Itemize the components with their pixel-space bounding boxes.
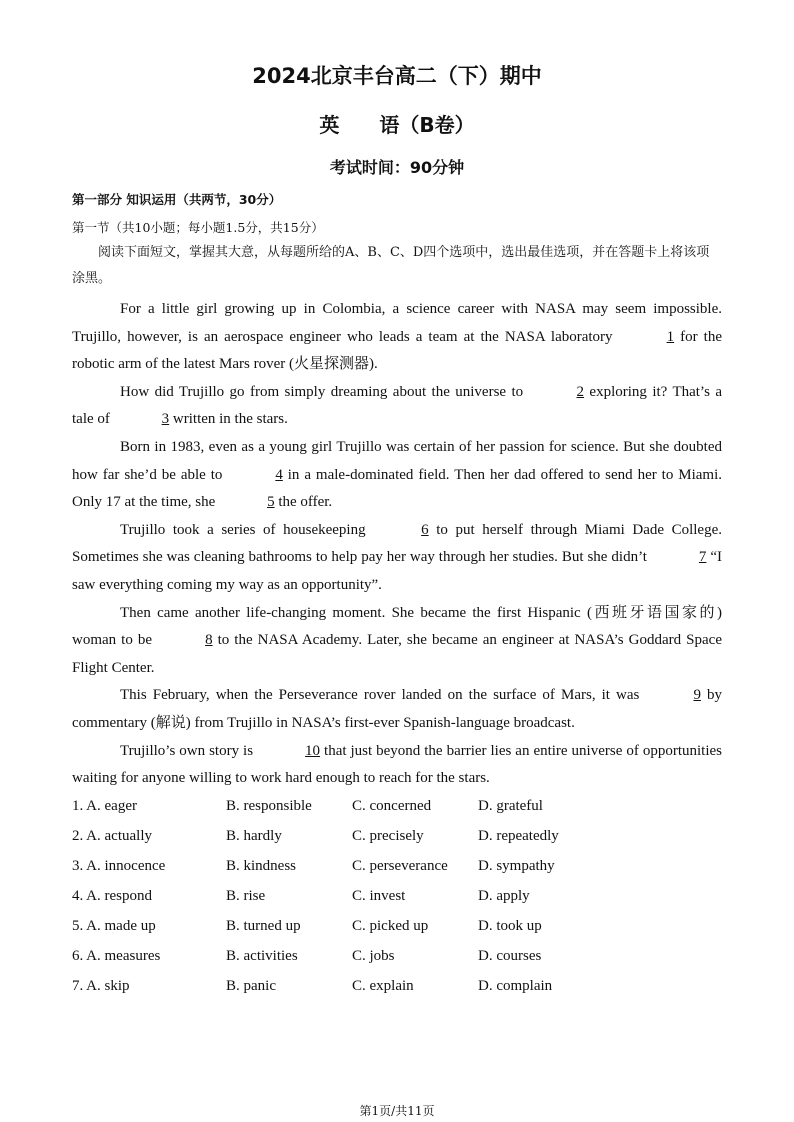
option-a: 7. A. skip	[72, 978, 130, 994]
blank-5: 5	[267, 494, 275, 511]
blank-2: 2	[576, 383, 585, 400]
exam-title: 2024北京丰台高二（下）期中	[252, 64, 542, 88]
option-d: D. apply	[478, 888, 530, 904]
option-a: 3. A. innocence	[72, 858, 166, 874]
option-d: D. grateful	[478, 798, 543, 814]
option-d: D. courses	[478, 948, 542, 964]
option-c: C. jobs	[352, 948, 395, 964]
exam-subject: 英 语（B卷）	[319, 113, 475, 137]
option-b: B. turned up	[226, 918, 301, 934]
option-a: 5. A. made up	[72, 918, 156, 934]
option-c: C. perseverance	[352, 858, 448, 874]
option-b: B. hardly	[226, 828, 282, 844]
paragraph-1: For a little girl growing up in Colombia, a science career with NASA may seem impossible. Trujillo, however, is an aerospace engineer who leads a team at the NASA laboratory 1 for the robotic arm of the latest Mars rover (火星探测器).	[72, 301, 722, 373]
blank-9: 9	[693, 687, 701, 704]
instructions: 阅读下面短文，掌握其大意，从每题所给的A、B、C、D四个选项中，选出最佳选项，并在答题卡上将该项涂黑。	[72, 245, 710, 286]
option-c: C. invest	[352, 888, 406, 904]
paragraph-6: This February, when the Perseverance rover landed on the surface of Mars, it was 9 by commentary (解说) from Trujillo in NASA’s first-ever Spanish-language broadcast.	[72, 682, 722, 737]
paragraph-5: Then came another life-changing moment. She became the first Hispanic (西班牙语国家的) woman to be 8 to the NASA Academy. Later, she became an engineer at NASA’s Goddard Space Flight Center.	[72, 604, 722, 676]
question-options	[72, 978, 722, 1008]
option-b: B. kindness	[226, 858, 297, 874]
blank-3: 3	[161, 411, 170, 428]
option-a: 2. A. actually	[72, 828, 152, 844]
exam-duration: 考试时间：90分钟	[329, 158, 465, 177]
blank-6: 6	[421, 521, 429, 538]
option-b: B. rise	[226, 888, 266, 904]
blank-8: 8	[205, 632, 213, 649]
blank-4: 4	[275, 466, 283, 483]
option-a: 4. A. respond	[72, 888, 152, 904]
passage	[72, 296, 722, 793]
part1-heading: 第一部分 知识运用（共两节，30分）	[72, 192, 282, 207]
option-b: B. panic	[226, 978, 276, 994]
option-b: B. responsible	[226, 798, 312, 814]
section1-heading: 第一节（共10小题；每小题1.5分，共15分）	[72, 220, 324, 235]
option-d: D. complain	[478, 978, 553, 994]
option-c: C. concerned	[352, 798, 432, 814]
question-options	[72, 888, 722, 918]
paragraph-3: Born in 1983, even as a young girl Trujillo was certain of her passion for science. But she doubted how far she’d be able to 4 in a male-dominated field. Then her dad offered to send her to Miami. Only 17 at the time, she 5 the offer.	[72, 434, 722, 517]
question-options	[72, 828, 722, 858]
question-options	[72, 798, 722, 828]
option-c: C. explain	[352, 978, 414, 994]
page-number: 第1页/共11页	[359, 1104, 435, 1118]
blank-1: 1	[666, 328, 675, 345]
blank-7: 7	[698, 549, 707, 566]
answer-options	[72, 798, 722, 1008]
paragraph-2: How did Trujillo go from simply dreaming about the universe to 2 exploring it? That’s a tale of 3 written in the stars.	[72, 379, 722, 434]
question-options	[72, 858, 722, 888]
option-b: B. activities	[226, 948, 298, 964]
option-a: 1. A. eager	[72, 798, 137, 814]
question-options	[72, 918, 722, 948]
option-d: D. sympathy	[478, 858, 555, 874]
option-c: C. picked up	[352, 918, 429, 934]
option-d: D. took up	[478, 918, 542, 934]
paragraph-7: Trujillo’s own story is 10 that just beyond the barrier lies an entire universe of opportunities waiting for anyone willing to work hard enough to reach for the stars.	[72, 738, 722, 793]
paragraph-4: Trujillo took a series of housekeeping 6 to put herself through Miami Dade College. Sometimes she was cleaning bathrooms to help pay her way through her studies. But she didn’t 7 “I saw everything coming my way as an opportunity”.	[72, 517, 722, 600]
option-d: D. repeatedly	[478, 828, 559, 844]
blank-10: 10	[305, 742, 321, 759]
option-a: 6. A. measures	[72, 948, 161, 964]
question-options	[72, 948, 722, 978]
option-c: C. precisely	[352, 828, 424, 844]
